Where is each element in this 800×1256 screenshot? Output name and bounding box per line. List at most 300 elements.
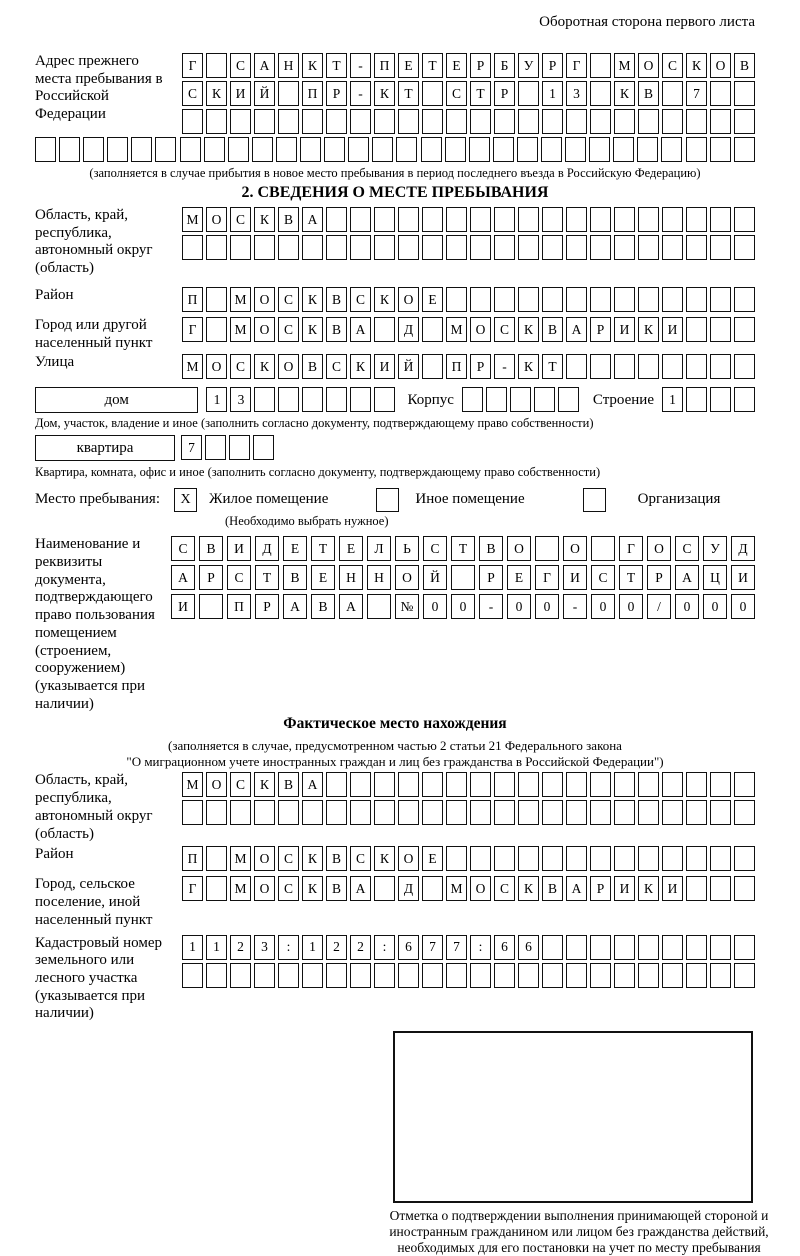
char-cell[interactable] <box>710 207 731 232</box>
char-cell[interactable]: В <box>311 594 335 619</box>
char-cell[interactable]: О <box>470 876 491 901</box>
char-cell[interactable]: Р <box>255 594 279 619</box>
char-cell[interactable] <box>638 963 659 988</box>
char-cell[interactable] <box>566 235 587 260</box>
korpus-cells[interactable] <box>462 387 579 412</box>
char-cell[interactable] <box>686 846 707 871</box>
char-cell[interactable]: Р <box>199 565 223 590</box>
char-cell[interactable] <box>590 935 611 960</box>
char-cell[interactable] <box>686 287 707 312</box>
char-cell[interactable] <box>422 81 443 106</box>
char-cell[interactable]: Т <box>542 354 563 379</box>
char-cell[interactable] <box>326 109 347 134</box>
char-cell[interactable]: К <box>638 317 659 342</box>
char-cell[interactable] <box>469 137 490 162</box>
char-cell[interactable]: С <box>350 846 371 871</box>
char-cell[interactable]: Р <box>590 317 611 342</box>
char-cell[interactable] <box>374 963 395 988</box>
char-cell[interactable]: Й <box>423 565 447 590</box>
char-cell[interactable] <box>542 846 563 871</box>
char-cell[interactable] <box>367 594 391 619</box>
char-cell[interactable] <box>206 287 227 312</box>
char-cell[interactable]: Н <box>367 565 391 590</box>
char-cell[interactable] <box>566 109 587 134</box>
char-cell[interactable] <box>542 287 563 312</box>
char-cell[interactable] <box>534 387 555 412</box>
char-cell[interactable]: К <box>254 354 275 379</box>
stroenie-cells[interactable] <box>662 387 755 412</box>
char-cell[interactable]: К <box>206 81 227 106</box>
char-cell[interactable]: К <box>302 876 323 901</box>
char-cell[interactable]: А <box>566 317 587 342</box>
char-cell[interactable] <box>470 772 491 797</box>
char-cell[interactable] <box>278 81 299 106</box>
char-cell[interactable] <box>710 109 731 134</box>
char-cell[interactable] <box>302 109 323 134</box>
char-cell[interactable]: Д <box>398 317 419 342</box>
char-cell[interactable] <box>686 935 707 960</box>
char-cell[interactable] <box>566 287 587 312</box>
char-cell[interactable]: 7 <box>686 81 707 106</box>
char-cell[interactable] <box>494 800 515 825</box>
char-cell[interactable]: И <box>171 594 195 619</box>
char-cell[interactable] <box>254 109 275 134</box>
char-cell[interactable] <box>589 137 610 162</box>
char-cell[interactable] <box>734 354 755 379</box>
char-cell[interactable] <box>422 317 443 342</box>
char-cell[interactable]: С <box>494 876 515 901</box>
char-cell[interactable]: / <box>647 594 671 619</box>
char-cell[interactable]: Р <box>494 81 515 106</box>
char-cell[interactable] <box>734 317 755 342</box>
char-cell[interactable] <box>686 317 707 342</box>
char-cell[interactable]: С <box>446 81 467 106</box>
char-cell[interactable] <box>566 772 587 797</box>
char-cell[interactable]: П <box>446 354 467 379</box>
char-cell[interactable]: С <box>230 53 251 78</box>
char-cell[interactable] <box>206 800 227 825</box>
char-cell[interactable]: К <box>518 354 539 379</box>
char-cell[interactable] <box>614 963 635 988</box>
char-cell[interactable] <box>445 137 466 162</box>
char-cell[interactable]: 1 <box>206 935 227 960</box>
char-cell[interactable] <box>662 109 683 134</box>
char-cell[interactable] <box>734 235 755 260</box>
char-cell[interactable]: 0 <box>535 594 559 619</box>
char-cell[interactable] <box>326 207 347 232</box>
char-cell[interactable] <box>518 846 539 871</box>
char-cell[interactable] <box>662 935 683 960</box>
char-cell[interactable] <box>470 109 491 134</box>
char-cell[interactable]: К <box>374 81 395 106</box>
char-cell[interactable] <box>535 536 559 561</box>
char-cell[interactable] <box>486 387 507 412</box>
char-cell[interactable]: Е <box>446 53 467 78</box>
char-cell[interactable]: 6 <box>398 935 419 960</box>
char-cell[interactable]: Р <box>326 81 347 106</box>
char-cell[interactable] <box>542 963 563 988</box>
char-cell[interactable] <box>566 935 587 960</box>
char-cell[interactable] <box>734 287 755 312</box>
char-cell[interactable]: О <box>395 565 419 590</box>
char-cell[interactable] <box>155 137 176 162</box>
char-cell[interactable] <box>398 963 419 988</box>
char-cell[interactable] <box>565 137 586 162</box>
char-cell[interactable] <box>710 137 731 162</box>
char-cell[interactable]: 1 <box>206 387 227 412</box>
char-cell[interactable] <box>638 354 659 379</box>
char-cell[interactable]: Е <box>283 536 307 561</box>
char-cell[interactable] <box>518 800 539 825</box>
char-cell[interactable] <box>638 800 659 825</box>
char-cell[interactable]: А <box>171 565 195 590</box>
char-cell[interactable]: И <box>614 876 635 901</box>
char-cell[interactable] <box>494 207 515 232</box>
char-cell[interactable] <box>374 387 395 412</box>
char-cell[interactable]: 3 <box>254 935 275 960</box>
char-cell[interactable] <box>35 137 56 162</box>
char-cell[interactable] <box>494 772 515 797</box>
char-cell[interactable] <box>446 772 467 797</box>
char-cell[interactable]: - <box>350 53 371 78</box>
char-cell[interactable]: С <box>278 317 299 342</box>
char-cell[interactable] <box>374 876 395 901</box>
char-cell[interactable] <box>638 846 659 871</box>
char-cell[interactable] <box>326 235 347 260</box>
checkbox-residential[interactable]: X <box>174 488 197 512</box>
char-cell[interactable] <box>131 137 152 162</box>
char-cell[interactable]: Р <box>479 565 503 590</box>
char-cell[interactable] <box>662 800 683 825</box>
char-cell[interactable] <box>374 235 395 260</box>
char-cell[interactable] <box>662 354 683 379</box>
char-cell[interactable] <box>686 354 707 379</box>
char-cell[interactable] <box>566 207 587 232</box>
char-cell[interactable] <box>451 565 475 590</box>
char-cell[interactable]: П <box>182 846 203 871</box>
char-cell[interactable] <box>637 137 658 162</box>
char-cell[interactable] <box>350 235 371 260</box>
char-cell[interactable] <box>422 207 443 232</box>
char-cell[interactable] <box>206 963 227 988</box>
char-cell[interactable]: 0 <box>675 594 699 619</box>
char-cell[interactable] <box>638 772 659 797</box>
char-cell[interactable] <box>374 772 395 797</box>
char-cell[interactable]: В <box>542 317 563 342</box>
char-cell[interactable] <box>350 207 371 232</box>
house-cells[interactable] <box>206 387 395 412</box>
char-cell[interactable]: И <box>230 81 251 106</box>
char-cell[interactable] <box>230 109 251 134</box>
char-cell[interactable] <box>590 800 611 825</box>
char-cell[interactable] <box>470 800 491 825</box>
char-cell[interactable] <box>614 207 635 232</box>
char-cell[interactable] <box>686 963 707 988</box>
char-cell[interactable]: М <box>446 876 467 901</box>
char-cell[interactable] <box>229 435 250 460</box>
char-cell[interactable] <box>613 137 634 162</box>
char-cell[interactable] <box>204 137 225 162</box>
char-cell[interactable]: А <box>350 876 371 901</box>
char-cell[interactable]: И <box>662 317 683 342</box>
char-cell[interactable] <box>494 963 515 988</box>
char-cell[interactable] <box>662 287 683 312</box>
char-cell[interactable]: - <box>563 594 587 619</box>
char-cell[interactable] <box>326 963 347 988</box>
char-cell[interactable]: П <box>182 287 203 312</box>
char-cell[interactable]: Р <box>470 354 491 379</box>
char-cell[interactable] <box>278 387 299 412</box>
char-cell[interactable] <box>446 109 467 134</box>
char-cell[interactable] <box>182 109 203 134</box>
char-cell[interactable] <box>230 800 251 825</box>
char-cell[interactable] <box>462 387 483 412</box>
char-cell[interactable]: П <box>302 81 323 106</box>
char-cell[interactable] <box>662 963 683 988</box>
char-cell[interactable]: А <box>339 594 363 619</box>
char-cell[interactable] <box>710 800 731 825</box>
char-cell[interactable]: М <box>182 772 203 797</box>
char-cell[interactable] <box>326 800 347 825</box>
char-cell[interactable] <box>734 387 755 412</box>
char-cell[interactable]: 2 <box>326 935 347 960</box>
char-cell[interactable]: Й <box>254 81 275 106</box>
char-cell[interactable] <box>734 800 755 825</box>
char-cell[interactable]: А <box>675 565 699 590</box>
char-cell[interactable] <box>686 876 707 901</box>
char-cell[interactable] <box>230 235 251 260</box>
char-cell[interactable]: С <box>230 207 251 232</box>
char-cell[interactable]: № <box>395 594 419 619</box>
char-cell[interactable] <box>662 81 683 106</box>
char-cell[interactable]: О <box>206 207 227 232</box>
char-cell[interactable] <box>470 846 491 871</box>
char-cell[interactable]: 6 <box>494 935 515 960</box>
char-cell[interactable] <box>590 53 611 78</box>
char-cell[interactable] <box>518 235 539 260</box>
char-cell[interactable] <box>710 935 731 960</box>
char-cell[interactable]: Т <box>451 536 475 561</box>
char-cell[interactable]: - <box>350 81 371 106</box>
char-cell[interactable]: - <box>479 594 503 619</box>
char-cell[interactable] <box>374 207 395 232</box>
char-cell[interactable] <box>686 235 707 260</box>
char-cell[interactable]: К <box>638 876 659 901</box>
char-cell[interactable] <box>614 772 635 797</box>
char-cell[interactable]: К <box>518 317 539 342</box>
char-cell[interactable]: 7 <box>446 935 467 960</box>
char-cell[interactable] <box>661 137 682 162</box>
char-cell[interactable] <box>302 235 323 260</box>
char-cell[interactable]: : <box>374 935 395 960</box>
char-cell[interactable] <box>278 800 299 825</box>
char-cell[interactable]: 3 <box>566 81 587 106</box>
char-cell[interactable]: С <box>182 81 203 106</box>
char-cell[interactable] <box>350 387 371 412</box>
char-cell[interactable] <box>566 963 587 988</box>
char-cell[interactable] <box>542 235 563 260</box>
char-cell[interactable] <box>542 109 563 134</box>
char-cell[interactable] <box>470 287 491 312</box>
char-cell[interactable] <box>422 800 443 825</box>
char-cell[interactable]: 0 <box>451 594 475 619</box>
char-cell[interactable]: В <box>638 81 659 106</box>
char-cell[interactable]: О <box>563 536 587 561</box>
char-cell[interactable] <box>662 772 683 797</box>
char-cell[interactable] <box>254 800 275 825</box>
char-cell[interactable] <box>566 800 587 825</box>
char-cell[interactable]: И <box>731 565 755 590</box>
char-cell[interactable] <box>326 772 347 797</box>
char-cell[interactable] <box>566 354 587 379</box>
char-cell[interactable] <box>494 235 515 260</box>
char-cell[interactable] <box>638 287 659 312</box>
char-cell[interactable] <box>254 963 275 988</box>
char-cell[interactable] <box>253 435 274 460</box>
char-cell[interactable] <box>710 963 731 988</box>
char-cell[interactable]: Т <box>311 536 335 561</box>
char-cell[interactable] <box>206 846 227 871</box>
char-cell[interactable]: М <box>614 53 635 78</box>
char-cell[interactable]: С <box>591 565 615 590</box>
char-cell[interactable] <box>398 109 419 134</box>
char-cell[interactable]: П <box>227 594 251 619</box>
char-cell[interactable] <box>518 81 539 106</box>
char-cell[interactable]: Е <box>507 565 531 590</box>
char-cell[interactable]: 7 <box>422 935 443 960</box>
char-cell[interactable] <box>254 235 275 260</box>
char-cell[interactable] <box>199 594 223 619</box>
char-cell[interactable]: Г <box>566 53 587 78</box>
char-cell[interactable] <box>518 207 539 232</box>
char-cell[interactable] <box>302 963 323 988</box>
char-cell[interactable]: 2 <box>350 935 371 960</box>
char-cell[interactable]: К <box>686 53 707 78</box>
char-cell[interactable] <box>493 137 514 162</box>
char-cell[interactable]: С <box>662 53 683 78</box>
char-cell[interactable]: Е <box>311 565 335 590</box>
char-cell[interactable]: У <box>518 53 539 78</box>
char-cell[interactable] <box>302 387 323 412</box>
apartment-cells[interactable] <box>181 435 274 460</box>
char-cell[interactable]: В <box>326 317 347 342</box>
char-cell[interactable] <box>591 536 615 561</box>
char-cell[interactable] <box>254 387 275 412</box>
char-cell[interactable] <box>446 207 467 232</box>
char-cell[interactable] <box>182 800 203 825</box>
char-cell[interactable] <box>421 137 442 162</box>
char-cell[interactable]: В <box>326 287 347 312</box>
char-cell[interactable]: К <box>302 846 323 871</box>
char-cell[interactable] <box>350 109 371 134</box>
char-cell[interactable] <box>206 235 227 260</box>
char-cell[interactable] <box>494 846 515 871</box>
char-cell[interactable]: П <box>374 53 395 78</box>
char-cell[interactable] <box>278 235 299 260</box>
char-cell[interactable] <box>686 109 707 134</box>
char-cell[interactable] <box>374 109 395 134</box>
char-cell[interactable]: И <box>614 317 635 342</box>
char-cell[interactable]: С <box>494 317 515 342</box>
char-cell[interactable] <box>422 876 443 901</box>
char-cell[interactable]: С <box>350 287 371 312</box>
char-cell[interactable]: С <box>230 354 251 379</box>
char-cell[interactable]: М <box>446 317 467 342</box>
char-cell[interactable]: О <box>254 317 275 342</box>
char-cell[interactable]: В <box>326 846 347 871</box>
char-cell[interactable]: Е <box>339 536 363 561</box>
char-cell[interactable] <box>590 109 611 134</box>
char-cell[interactable] <box>517 137 538 162</box>
char-cell[interactable] <box>614 109 635 134</box>
char-cell[interactable] <box>590 846 611 871</box>
char-cell[interactable] <box>446 800 467 825</box>
checkbox-organization[interactable] <box>583 488 606 512</box>
char-cell[interactable] <box>396 137 417 162</box>
char-cell[interactable]: У <box>703 536 727 561</box>
char-cell[interactable]: Т <box>422 53 443 78</box>
char-cell[interactable] <box>59 137 80 162</box>
char-cell[interactable]: Е <box>398 53 419 78</box>
char-cell[interactable]: Д <box>255 536 279 561</box>
char-cell[interactable]: : <box>278 935 299 960</box>
char-cell[interactable]: В <box>542 876 563 901</box>
char-cell[interactable] <box>638 935 659 960</box>
char-cell[interactable]: 0 <box>591 594 615 619</box>
char-cell[interactable]: В <box>278 207 299 232</box>
char-cell[interactable] <box>662 846 683 871</box>
char-cell[interactable] <box>734 137 755 162</box>
char-cell[interactable] <box>590 207 611 232</box>
char-cell[interactable] <box>566 846 587 871</box>
char-cell[interactable]: 0 <box>619 594 643 619</box>
char-cell[interactable] <box>662 207 683 232</box>
char-cell[interactable] <box>348 137 369 162</box>
char-cell[interactable] <box>470 235 491 260</box>
char-cell[interactable]: О <box>278 354 299 379</box>
char-cell[interactable]: А <box>254 53 275 78</box>
char-cell[interactable]: И <box>662 876 683 901</box>
char-cell[interactable]: А <box>566 876 587 901</box>
char-cell[interactable] <box>276 137 297 162</box>
char-cell[interactable]: 2 <box>230 935 251 960</box>
char-cell[interactable] <box>734 963 755 988</box>
char-cell[interactable]: А <box>283 594 307 619</box>
char-cell[interactable]: Г <box>619 536 643 561</box>
char-cell[interactable] <box>614 846 635 871</box>
char-cell[interactable]: К <box>374 287 395 312</box>
char-cell[interactable]: С <box>326 354 347 379</box>
char-cell[interactable] <box>518 772 539 797</box>
char-cell[interactable] <box>470 963 491 988</box>
char-cell[interactable]: Н <box>278 53 299 78</box>
char-cell[interactable] <box>614 935 635 960</box>
char-cell[interactable]: Г <box>535 565 559 590</box>
char-cell[interactable]: К <box>374 846 395 871</box>
char-cell[interactable] <box>710 81 731 106</box>
char-cell[interactable]: Т <box>619 565 643 590</box>
char-cell[interactable] <box>638 109 659 134</box>
char-cell[interactable] <box>83 137 104 162</box>
char-cell[interactable] <box>734 207 755 232</box>
char-cell[interactable] <box>710 317 731 342</box>
char-cell[interactable]: О <box>507 536 531 561</box>
char-cell[interactable]: С <box>675 536 699 561</box>
char-cell[interactable] <box>252 137 273 162</box>
char-cell[interactable] <box>590 963 611 988</box>
char-cell[interactable] <box>350 963 371 988</box>
char-cell[interactable]: С <box>171 536 195 561</box>
